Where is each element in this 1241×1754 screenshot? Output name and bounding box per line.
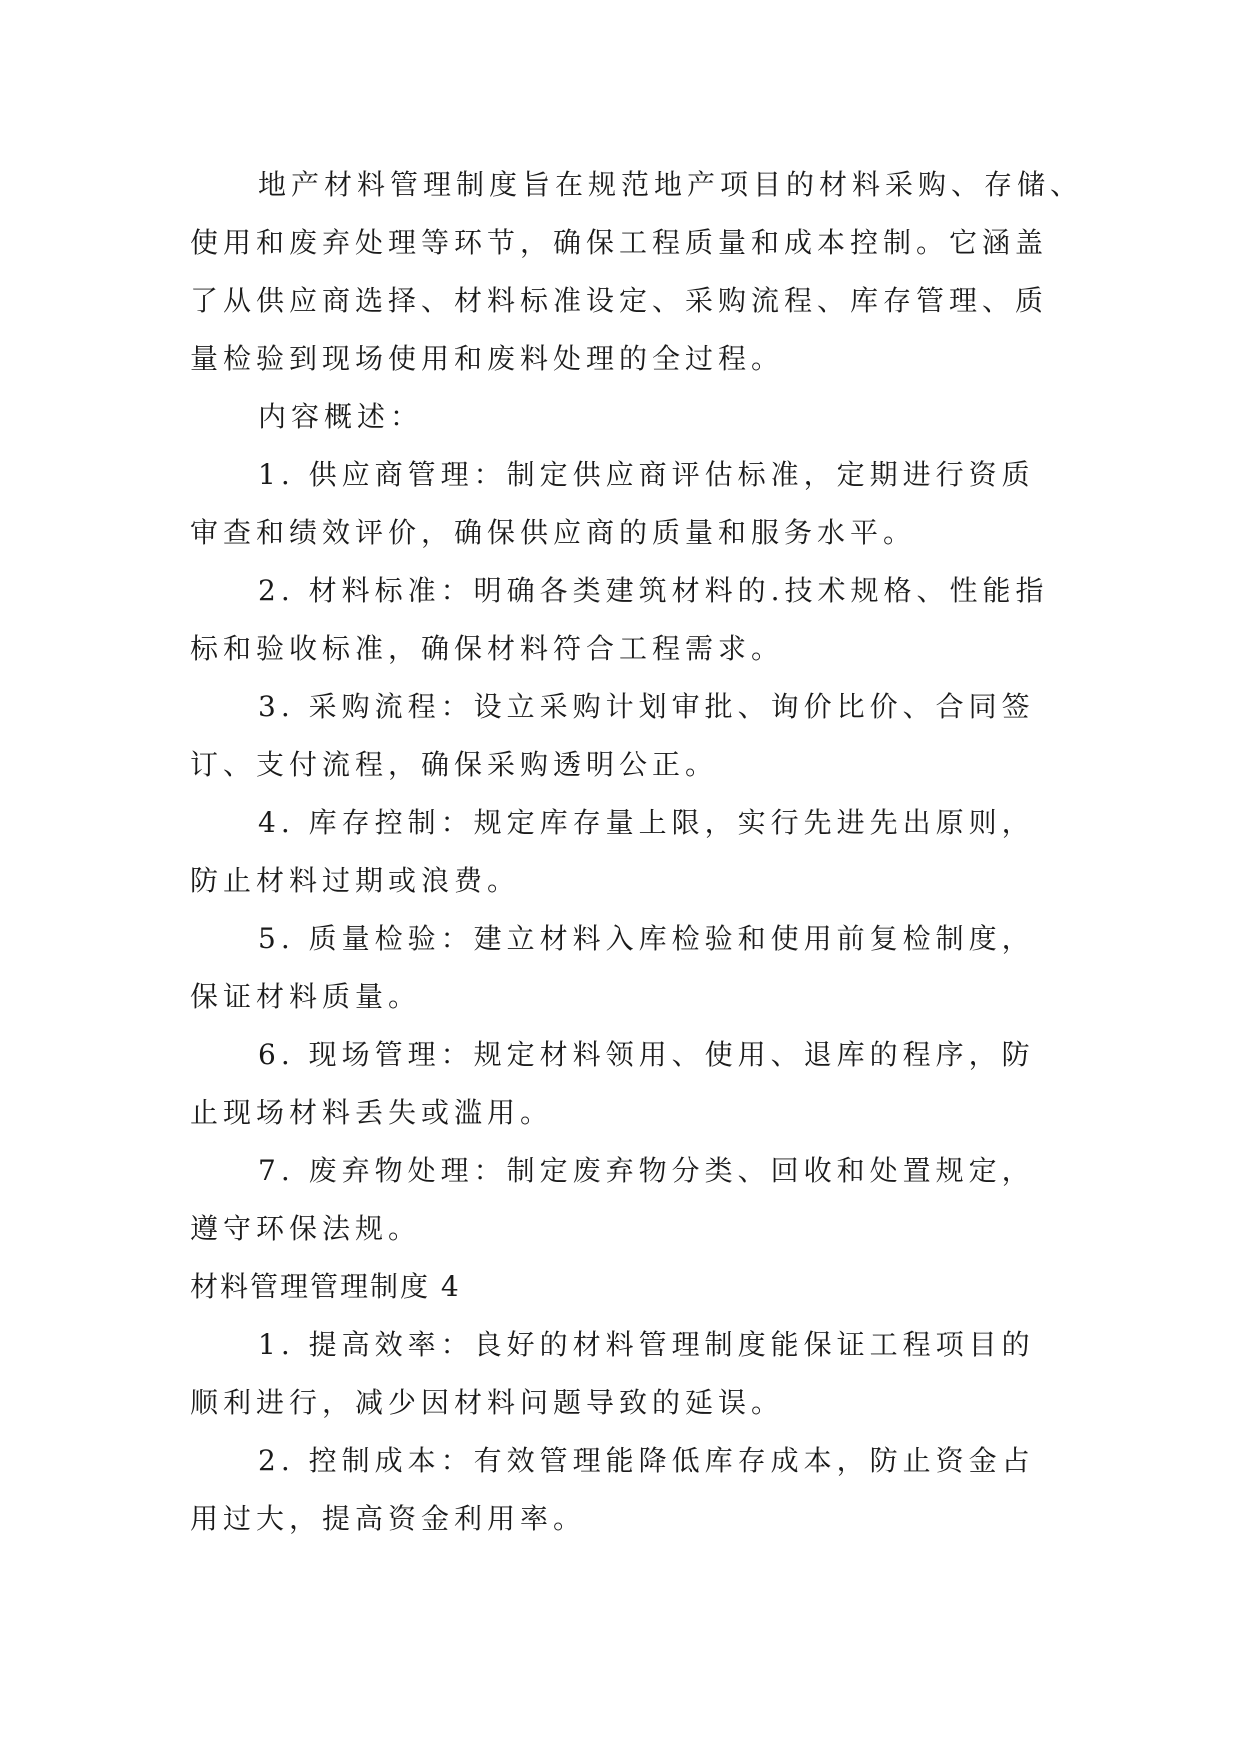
intro-line-3: 了从供应商选择、材料标准设定、采购流程、库存管理、质 <box>190 284 1049 317</box>
overview-label: 内容概述： <box>258 400 424 433</box>
item-2-line-1: 2. 材料标准：明确各类建筑材料的.技术规格、性能指 <box>258 574 1049 607</box>
item-1-line-1: 1. 供应商管理：制定供应商评估标准，定期进行资质 <box>258 458 1035 491</box>
item-6-line-2: 止现场材料丢失或滥用。 <box>190 1096 554 1129</box>
item-3-line-2: 订、支付流程，确保采购透明公正。 <box>190 748 719 781</box>
section-title: 材料管理管理制度 4 <box>190 1270 461 1303</box>
intro-line-1: 地产材料管理制度旨在规范地产项目的材料采购、存储、 <box>258 168 1084 201</box>
item-4-line-1: 4. 库存控制：规定库存量上限，实行先进先出原则， <box>258 806 1035 839</box>
section-item-1-line-1: 1. 提高效率：良好的材料管理制度能保证工程项目的 <box>258 1328 1035 1361</box>
item-5-line-1: 5. 质量检验：建立材料入库检验和使用前复检制度， <box>258 922 1035 955</box>
item-7-line-2: 遵守环保法规。 <box>190 1212 422 1245</box>
item-7-line-1: 7. 废弃物处理：制定废弃物分类、回收和处置规定， <box>258 1154 1035 1187</box>
item-1-line-2: 审查和绩效评价，确保供应商的质量和服务水平。 <box>190 516 917 549</box>
section-item-2-line-1: 2. 控制成本：有效管理能降低库存成本，防止资金占 <box>258 1444 1035 1477</box>
intro-line-4: 量检验到现场使用和废料处理的全过程。 <box>190 342 785 375</box>
item-4-line-2: 防止材料过期或浪费。 <box>190 864 521 897</box>
section-item-2-line-2: 用过大，提高资金利用率。 <box>190 1502 587 1535</box>
item-6-line-1: 6. 现场管理：规定材料领用、使用、退库的程序，防 <box>258 1038 1035 1071</box>
item-2-line-2: 标和验收标准，确保材料符合工程需求。 <box>190 632 785 665</box>
item-5-line-2: 保证材料质量。 <box>190 980 422 1013</box>
intro-line-2: 使用和废弃处理等环节，确保工程质量和成本控制。它涵盖 <box>190 226 1049 259</box>
item-3-line-1: 3. 采购流程：设立采购计划审批、询价比价、合同签 <box>258 690 1035 723</box>
section-item-1-line-2: 顺利进行，减少因材料问题导致的延误。 <box>190 1386 785 1419</box>
